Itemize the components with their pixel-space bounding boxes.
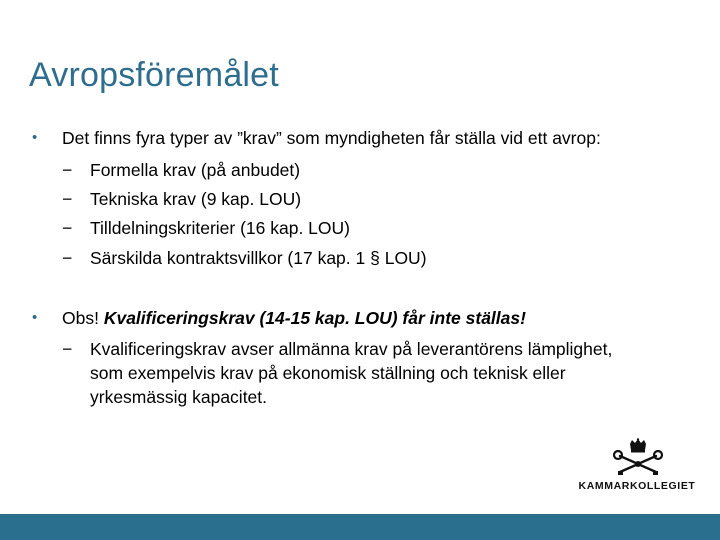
sub-item-text: Tekniska krav (9 kap. LOU) [90,189,302,209]
sub-item-text: Kvalificeringskrav avser allmänna krav på leverantörens lämplighet, som exempelvis krav på ekonomisk ställning och teknisk eller yrkesmässig kapacitet. [90,339,613,407]
dash-marker: − [62,189,73,209]
bullet-text [62,306,526,330]
slide-title: Avropsföremålet [29,56,279,94]
kammarkollegiet-logo [572,438,702,498]
sub-item-text: Formella krav (på anbudet) [90,160,301,180]
sub-item-text: Särskilda kontraktsvillkor (17 kap. 1 § LOU) [90,248,427,268]
logo-text: KAMMARKOLLEGIET [578,480,696,492]
dash-marker: − [62,160,73,180]
dash-marker: − [62,339,73,359]
footer-bar [0,514,720,540]
bullet-marker: • [32,309,38,326]
bullet-emphasis: Kvalificeringskrav (14-15 kap. LOU) får inte ställas! [103,308,526,328]
bullet-prefix: Obs! [62,308,104,328]
dash-marker: − [62,218,73,238]
dash-marker: − [62,248,73,268]
bullet-marker: • [32,129,38,146]
sub-item-text: Tilldelningskriterier (16 kap. LOU) [90,218,350,238]
bullet-text: Det finns fyra typer av ”krav” som myndigheten får ställa vid ett avrop: [62,128,601,148]
crown-keys-emblem-icon [610,438,666,478]
